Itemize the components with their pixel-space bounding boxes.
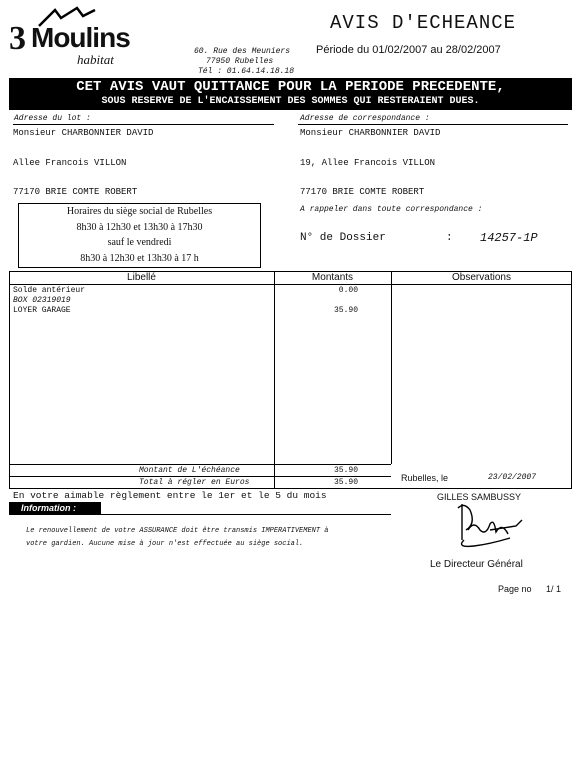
lot-label-underline: [13, 124, 274, 125]
sender-city: 77950 Rubelles: [206, 57, 274, 66]
table-body-bottom: [9, 464, 391, 465]
dossier-separator: :: [446, 232, 453, 244]
payment-note: En votre aimable règlement entre le 1er et le 5 du mois: [13, 490, 327, 501]
sender-street: 60. Rue des Meuniers: [194, 47, 291, 56]
signature-place: Rubelles, le: [401, 473, 449, 483]
sender-phone: Tél : 01.64.14.18.18: [198, 67, 295, 76]
office-hours-line3: sauf le vendredi: [107, 237, 172, 248]
column-header-libelle: Libellé: [127, 272, 156, 283]
table-total-divider: [9, 476, 391, 477]
logo-swoosh-icon: [37, 6, 97, 28]
office-hours-line1: Horaires du siège social de Rubelles: [66, 206, 213, 217]
page-number: 1/ 1: [546, 584, 562, 594]
lot-city: 77170 BRIE COMTE ROBERT: [13, 187, 138, 197]
table-col-divider-2: [391, 271, 392, 464]
logo-sub: habitat: [77, 52, 114, 67]
table-col-divider-1: [274, 271, 275, 489]
signatory-title: Le Directeur Général: [430, 559, 523, 570]
statement-table: [9, 271, 572, 489]
table-row-amount: 35.90: [333, 306, 358, 315]
company-logo: [9, 6, 189, 72]
reminder-note: A rappeler dans toute correspondance :: [300, 205, 483, 214]
information-line2: votre gardien. Aucune mise à jour n'est effectuée au siège social.: [26, 540, 304, 548]
correspondance-city: 77170 BRIE COMTE ROBERT: [300, 187, 425, 197]
correspondance-street: 19, Allee Francois VILLON: [300, 158, 436, 168]
office-hours-line4: 8h30 à 12h30 et 13h30 à 17 h: [80, 253, 199, 264]
quittance-banner: [9, 78, 572, 110]
signature-date: 23/02/2007: [488, 473, 537, 482]
total-echeance-label: Montant de L'échéance: [139, 466, 240, 475]
document-title: AVIS D'ECHEANCE: [330, 12, 517, 34]
information-rule: [101, 514, 391, 515]
handwritten-signature-icon: [450, 500, 530, 552]
banner-line2: SOUS RESERVE DE L'ENCAISSEMENT DES SOMMES QUI RESTERAIENT DUES.: [101, 96, 480, 107]
lot-name: Monsieur CHARBONNIER DAVID: [13, 128, 154, 138]
signatory-name: GILLES SAMBUSSY: [437, 492, 522, 502]
table-row-label: BOX 02319019: [13, 296, 71, 305]
column-header-observations: Observations: [452, 272, 511, 283]
page-label: Page no: [498, 584, 532, 594]
lot-street: Allee Francois VILLON: [13, 158, 127, 168]
total-regler-value: 35.90: [333, 478, 358, 487]
correspondance-label-underline: [298, 124, 568, 125]
correspondance-name: Monsieur CHARBONNIER DAVID: [300, 128, 441, 138]
table-bottom-rule: [9, 488, 391, 489]
table-row-label: Solde antérieur: [13, 286, 86, 295]
table-row-amount: 0.00: [338, 286, 358, 295]
total-regler-label: Total à régler en Euros: [139, 478, 250, 487]
correspondance-address-label: Adresse de correspondance :: [300, 114, 430, 123]
total-echeance-value: 35.90: [333, 466, 358, 475]
dossier-label: N° de Dossier: [300, 232, 386, 244]
information-tag: Information :: [9, 502, 101, 515]
office-hours-line2: 8h30 à 12h30 et 13h30 à 17h30: [76, 222, 203, 233]
information-line1: Le renouvellement de votre ASSURANCE doit être transmis IMPERATIVEMENT à: [26, 527, 329, 535]
logo-name: Moulins: [31, 22, 130, 53]
table-row-label: LOYER GARAGE: [13, 306, 71, 315]
dossier-number: 14257-1P: [480, 231, 538, 245]
lot-address-label: Adresse du lot :: [14, 114, 91, 123]
table-header-divider: [9, 284, 572, 285]
logo-number: 3: [9, 20, 24, 57]
banner-line1: CET AVIS VAUT QUITTANCE POUR LA PERIODE PRECEDENTE,: [76, 79, 505, 95]
column-header-montants: Montants: [311, 272, 354, 283]
document-period: Période du 01/02/2007 au 28/02/2007: [316, 44, 501, 56]
